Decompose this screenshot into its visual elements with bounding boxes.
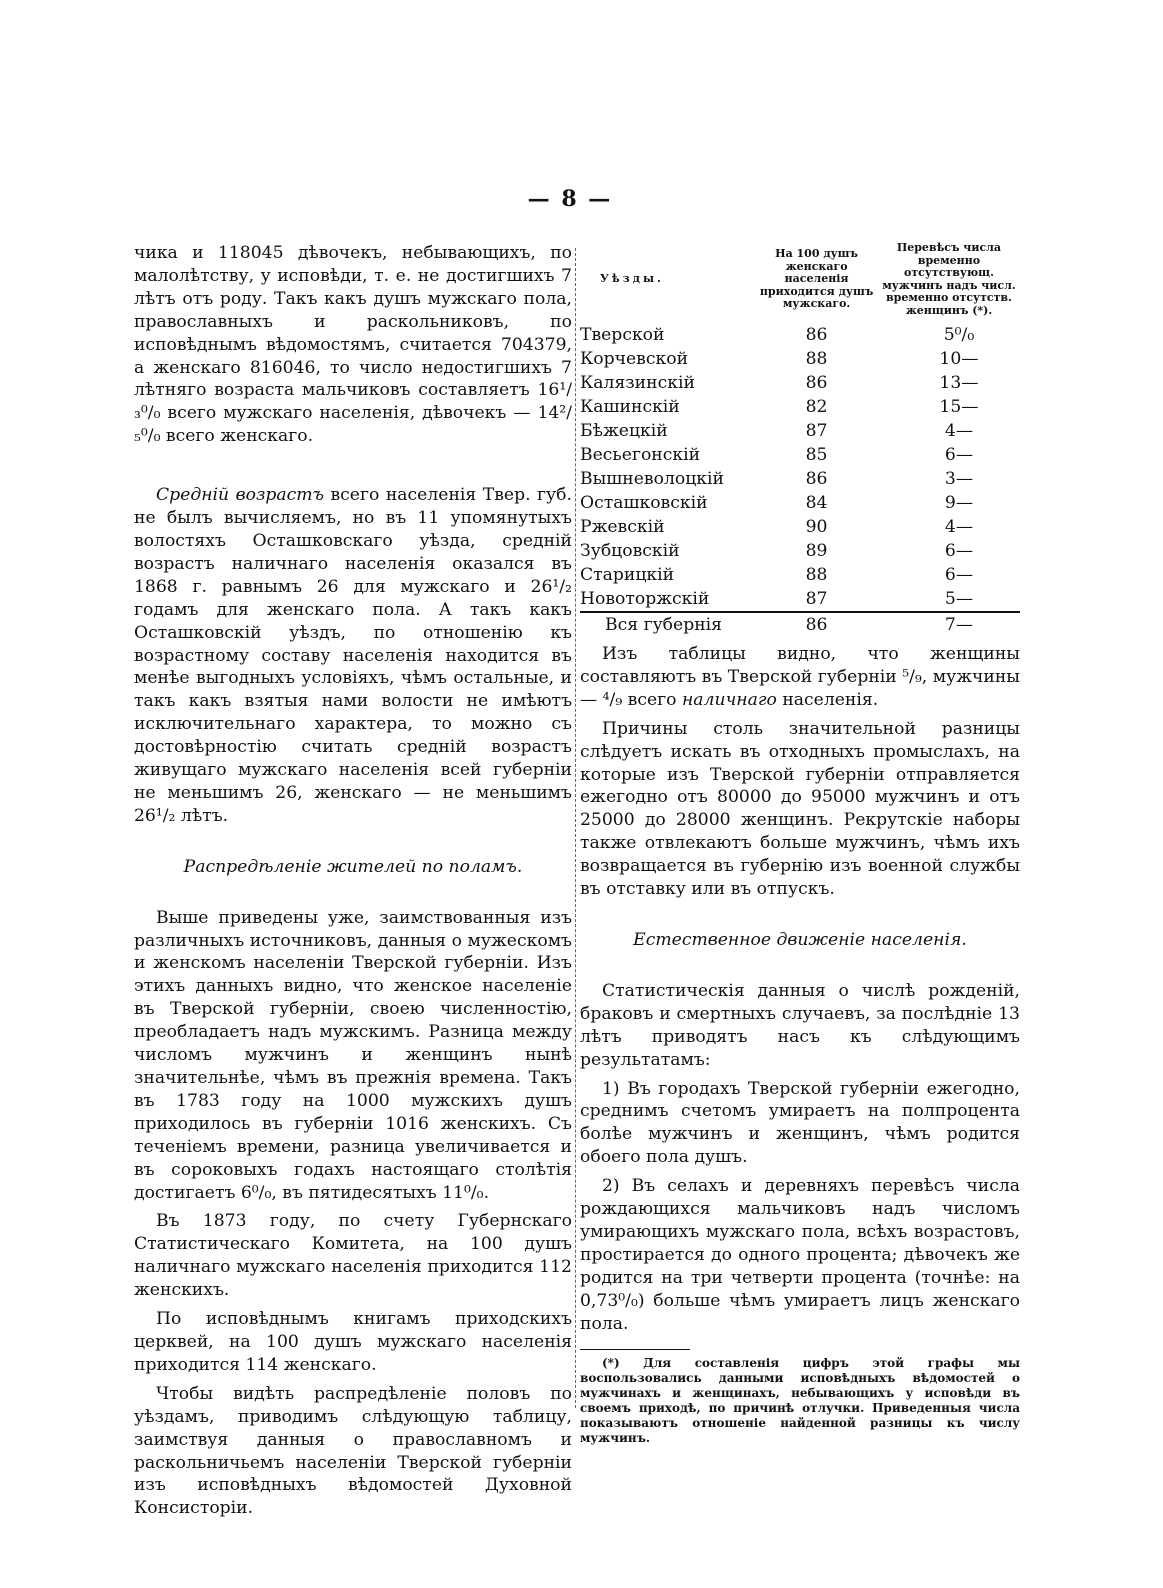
row-ratio: 86: [805, 325, 828, 345]
section-heading: Естественное движеніе населенія.: [633, 929, 967, 950]
row-name: Тверской: [580, 325, 665, 345]
page-number: — 8 —: [527, 186, 613, 212]
row-ratio: 87: [805, 421, 828, 441]
column-header: Уѣзды.: [600, 272, 664, 286]
row-excess: 6—: [944, 565, 974, 585]
table-row: [580, 587, 1020, 612]
right-column: [580, 242, 1020, 1446]
paragraph: Въ 1873 году, по счету Губернскаго Статистическаго Комитета, на 100 душъ наличнаго мужскаго населенія приходится 112 женскихъ.: [134, 1211, 572, 1301]
row-excess: 6—: [944, 445, 974, 465]
row-name: Весьегонскій: [580, 445, 701, 465]
row-name: Старицкій: [580, 565, 675, 585]
column-header: Перевѣсъ числа временно отсутствующ. мужчинъ надъ числ. временно отсутств. женщинъ (*).: [882, 241, 1016, 317]
row-name: Ржевскій: [580, 517, 665, 537]
paragraph: чика и 118045 дѣвочекъ, небывающихъ, по малолѣтству, у исповѣди, т. е. не достигшихъ 7 лѣтъ отъ роду. Такъ какъ душъ мужскаго пола, православныхъ и раскольниковъ, по исповѣднымъ вѣдомостямъ, считается 704379, а женскаго 816046, то число недостигшихъ 7 лѣтняго возраста мальчиковъ составляетъ 16¹/₃⁰/₀ всего мужскаго населенія, дѣвочекъ — 14²/₅⁰/₀ всего женскаго.: [134, 243, 572, 447]
paragraph: Чтобы видѣть распредѣленіе половъ по уѣздамъ, приводимъ слѣдующую таблицу, заимствуя данныя о православномъ и раскольничьемъ населеніи Тверской губерніи изъ исповѣдныхъ вѣдомостей Духовной Консисторіи.: [134, 1383, 572, 1519]
row-excess: 5—: [944, 589, 974, 609]
table-row: [580, 467, 1020, 491]
row-excess: 9—: [944, 493, 974, 513]
row-ratio: 88: [805, 349, 828, 369]
table-row: [580, 347, 1020, 371]
table-row: [580, 515, 1020, 539]
table-row: [580, 371, 1020, 395]
paragraph: 1) Въ городахъ Тверской губерніи ежегодно, среднимъ счетомъ умираетъ на полпроцента болѣе мужчинъ и женщинъ, чѣмъ родится обоего пола душъ.: [580, 1078, 1020, 1168]
total-excess: 7—: [878, 612, 1020, 637]
row-excess: 6—: [944, 541, 974, 561]
italic-term: наличнаго: [681, 689, 777, 710]
table-row: [580, 395, 1020, 419]
paragraph: Причины столь значительной разницы слѣдуетъ искать въ отходныхъ промыслахъ, на которые изъ Тверской губерніи отправляется ежегодно отъ 80000 до 95000 мужчинъ и отъ 25000 до 28000 женщинъ. Рекрутскіе наборы также отвлекаютъ больше мужчинъ, чѣмъ ихъ возвращается въ губернію изъ военной службы въ отставку или въ отпускъ.: [580, 718, 1020, 900]
row-name: Калязинскій: [580, 373, 695, 393]
table-row: [580, 491, 1020, 515]
row-ratio: 88: [805, 565, 828, 585]
paragraph-text: населенія.: [776, 689, 879, 710]
paragraph-text: всего населенія Твер. губ. не былъ вычисляемъ, но въ 11 упомянутыхъ волостяхъ Осташковскаго уѣзда, средній возрастъ наличнаго населенія оказался въ 1868 г. равнымъ 26 для мужскаго и 26¹/₂ годамъ для женскаго пола. А такъ какъ Осташковскій уѣздъ, по отношенію къ возрастному составу населенія находится въ менѣе выгодныхъ условіяхъ, чѣмъ остальные, и такъ какъ взятыя нами волости не имѣютъ исключительнаго характера, то можно съ достовѣрностію считать средній возрастъ живущаго мужскаго населенія всей губерніи не меньшимъ 26, женскаго — не меньшимъ 26¹/₂ лѣтъ.: [134, 485, 572, 826]
row-name: Вышневолоцкій: [580, 469, 724, 489]
row-ratio: 85: [805, 445, 828, 465]
row-ratio: 84: [805, 493, 828, 513]
table-row: [580, 539, 1020, 563]
row-ratio: 89: [805, 541, 828, 561]
row-ratio: 90: [805, 517, 828, 537]
left-column: [134, 242, 572, 1520]
footnote: (*) Для составленія цифръ этой графы мы воспользовались данными исповѣдныхъ вѣдомостей о мужчинахъ и женщинахъ, небывающихъ у исповѣди въ своемъ приходѣ, по причинѣ отлучки. Приведенныя числа показываютъ отношеніе найденной разницы къ числу мужчинъ.: [580, 1356, 1020, 1446]
table-row: [580, 563, 1020, 587]
table-row: [580, 323, 1020, 347]
row-name: Новоторжскій: [580, 589, 710, 609]
paragraph: Выше приведены уже, заимствованныя изъ различныхъ источниковъ, данныя о мужескомъ и женскомъ населеніи Тверской губерніи. Изъ этихъ данныхъ видно, что женское населеніе въ Тверской губерніи, своею численностію, преобладаетъ надъ мужскимъ. Разница между числомъ мужчинъ и женщинъ нынѣ значительнѣе, чѣмъ въ прежнія времена. Такъ въ 1783 году на 1000 мужскихъ душъ приходилось въ губерніи 1016 женскихъ. Съ теченіемъ времени, разница увеличивается и въ сороковыхъ годахъ настоящаго столѣтія достигаетъ 6⁰/₀, въ пятидесятыхъ 11⁰/₀.: [134, 907, 572, 1203]
paragraph-text: Изъ таблицы видно, что женщины составляютъ въ Тверской губерніи ⁵/₉, мужчины — ⁴/₉ всего: [580, 644, 1020, 710]
row-ratio: 86: [805, 373, 828, 393]
row-name: Осташковскій: [580, 493, 708, 513]
table-row: [580, 419, 1020, 443]
row-name: Бѣжецкій: [580, 421, 668, 441]
column-divider: [575, 248, 577, 1408]
total-name: Вся губернія: [580, 612, 755, 637]
total-ratio: 86: [755, 612, 878, 637]
paragraph: [134, 484, 572, 828]
italic-term: Средній возрастъ: [156, 485, 324, 506]
row-ratio: 82: [805, 397, 828, 417]
paragraph: По исповѣднымъ книгамъ приходскихъ церквей, на 100 душъ мужскаго населенія приходится 114 женскаго.: [134, 1309, 572, 1375]
row-ratio: 87: [805, 589, 828, 609]
row-name: Кашинскій: [580, 397, 680, 417]
row-excess: 4—: [944, 517, 974, 537]
row-excess: 13—: [939, 373, 979, 393]
column-header: На 100 душъ женскаго населенія приходится душъ мужскаго.: [759, 247, 874, 311]
paragraph: 2) Въ селахъ и деревняхъ перевѣсъ числа рождающихся мальчиковъ надъ числомъ умирающихъ мужскаго пола, всѣхъ возрастовъ, простирается до одного процента; дѣвочекъ же родится на три четверти процента (точнѣе: на 0,73⁰/₀) больше чѣмъ умираетъ лицъ женскаго пола.: [580, 1176, 1020, 1334]
table-total-row: [580, 612, 1020, 637]
row-excess: 4—: [944, 421, 974, 441]
row-excess: 5⁰/₀: [943, 325, 975, 345]
uezd-table: [580, 242, 1020, 637]
paragraph: Статистическія данныя о числѣ рожденій, браковъ и смертныхъ случаевъ, за послѣдніе 13 лѣтъ приводятъ насъ къ слѣдующимъ результатамъ:: [580, 980, 1020, 1070]
table-row: [580, 443, 1020, 467]
row-excess: 10—: [939, 349, 979, 369]
footnote-rule: [580, 1349, 690, 1350]
section-heading: Распредѣленіе жителей по поламъ.: [183, 856, 523, 877]
row-excess: 3—: [944, 469, 974, 489]
paragraph: [580, 643, 1020, 712]
row-name: Зубцовскій: [580, 541, 680, 561]
row-name: Корчевской: [580, 349, 689, 369]
row-ratio: 86: [805, 469, 828, 489]
row-excess: 15—: [939, 397, 979, 417]
